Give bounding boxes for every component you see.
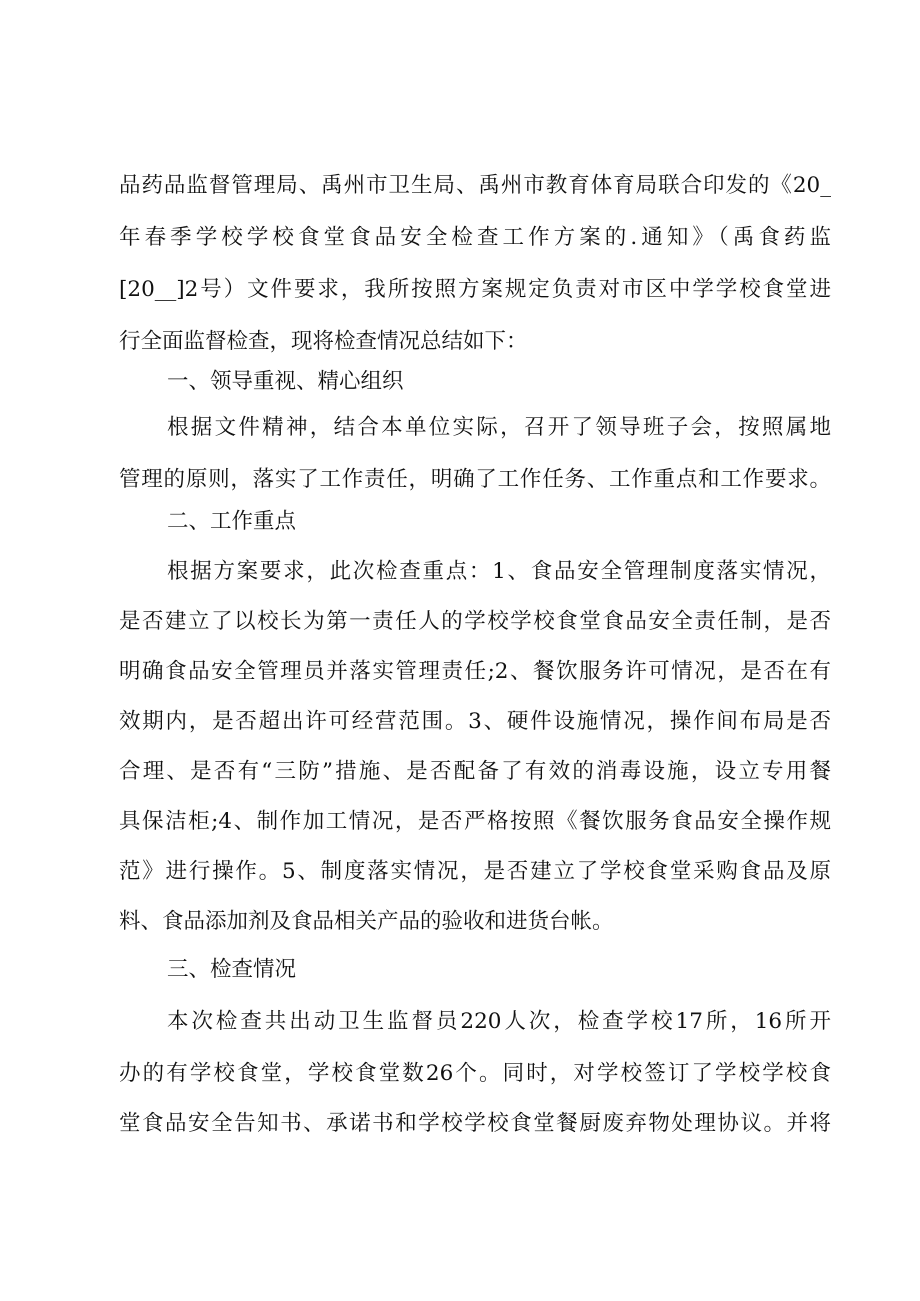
section-2-line-5: 合理、是否有“三防”措施、是否配备了有效的消毒设施，设立专用餐: [119, 759, 831, 784]
section-1-line-1: 根据文件精神，结合本单位实际，召开了领导班子会，按照属地: [167, 415, 831, 440]
section-2-line-1: 根据方案要求，此次检查重点：1、食品安全管理制度落实情况，: [167, 559, 831, 584]
intro-line-3: [20__]2号）文件要求，我所按照方案规定负责对市区中学学校食堂进: [119, 277, 831, 302]
section-2-line-2: 是否建立了以校长为第一责任人的学校学校食堂食品安全责任制，是否: [119, 609, 831, 634]
intro-line-1: 品药品监督管理局、禹州市卫生局、禹州市教育体育局联合印发的《20_: [119, 173, 831, 198]
section-2-line-4: 效期内，是否超出许可经营范围。3、硬件设施情况，操作间布局是否: [119, 709, 831, 734]
intro-line-4: 行全面监督检查，现将检查情况总结如下：: [119, 329, 528, 354]
section-heading-3: 三、检查情况: [167, 957, 297, 982]
section-heading-1: 一、领导重视、精心组织: [167, 369, 404, 394]
section-2-line-3: 明确食品安全管理员并落实管理责任;2、餐饮服务许可情况，是否在有: [119, 659, 831, 684]
section-3-line-1: 本次检查共出动卫生监督员220人次，检查学校17所，16所开: [167, 1009, 831, 1034]
section-2-line-8: 料、食品添加剂及食品相关产品的验收和进货台帐。: [119, 909, 614, 934]
section-2-line-6: 具保洁柜;4、制作加工情况，是否严格按照《餐饮服务食品安全操作规: [119, 809, 831, 834]
section-3-line-3: 堂食品安全告知书、承诺书和学校学校食堂餐厨废弃物处理协议。并将: [119, 1111, 831, 1136]
section-heading-2: 二、工作重点: [167, 509, 297, 534]
section-1-line-2: 管理的原则，落实了工作责任，明确了工作任务、工作重点和工作要求。: [119, 467, 831, 492]
intro-line-2: 年春季学校学校食堂食品安全检查工作方案的.通知》（禹食药监: [119, 225, 831, 250]
section-3-line-2: 办的有学校食堂，学校食堂数26个。同时，对学校签订了学校学校食: [119, 1061, 831, 1086]
section-2-line-7: 范》进行操作。5、制度落实情况，是否建立了学校食堂采购食品及原: [119, 859, 831, 884]
